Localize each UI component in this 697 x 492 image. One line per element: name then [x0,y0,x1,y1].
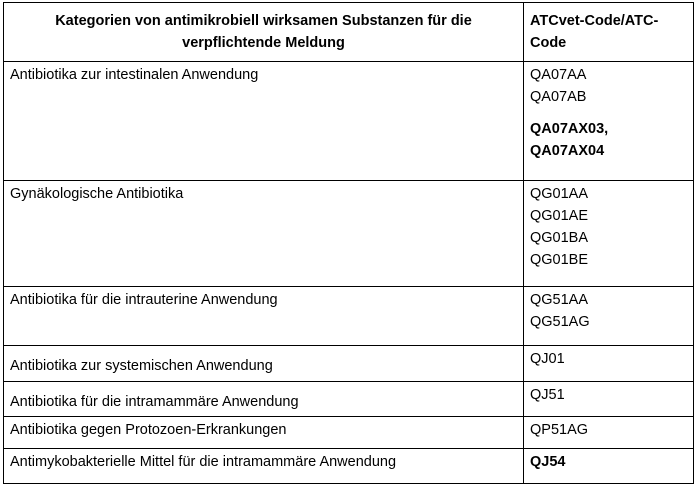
category-cell: Antibiotika zur systemischen Anwendung [4,346,524,382]
category-cell: Antibiotika zur intestinalen Anwendung [4,62,524,181]
table-row [4,287,694,346]
atc-code: QG01BA [530,230,589,246]
category-cell: Gynäkologische Antibiotika [4,181,524,287]
table-row [4,417,694,449]
code-cell [524,181,694,287]
atc-code: QG01AE [530,208,589,224]
atc-code: QJ54 [530,454,566,470]
category-cell: Antimykobakterielle Mittel für die intramammäre Anwendung [4,449,524,484]
table-row [4,62,694,181]
table-row [4,346,694,382]
atc-code: QJ01 [530,351,565,367]
atc-code: QA07AA [530,67,587,83]
atc-code: QG01BE [530,252,589,268]
atc-code-table-container [3,2,693,484]
category-cell: Antibiotika gegen Protozoen-Erkrankungen [4,417,524,449]
code-cell [524,417,694,449]
code-cell [524,346,694,382]
category-column-header: Kategorien von antimikrobiell wirksamen Substanzen für die verpflichtende Meldung [4,3,524,62]
atc-code: QA07AX03, [530,121,609,137]
atc-code: QJ51 [530,387,565,403]
code-cell [524,382,694,417]
atc-code-table [3,2,694,484]
table-header-row [4,3,694,62]
category-cell: Antibiotika für die intramammäre Anwendung [4,382,524,417]
code-cell [524,449,694,484]
table-row [4,181,694,287]
atc-code: QP51AG [530,422,589,438]
code-column-header: ATCvet-Code/ATC-Code [524,3,694,62]
atc-code: QG51AA [530,292,589,308]
atc-code: QA07AB [530,89,587,105]
code-cell [524,287,694,346]
spacer [530,108,687,118]
atc-code: QG01AA [530,186,589,202]
atc-code: QG51AG [530,314,590,330]
table-row [4,382,694,417]
code-cell [524,62,694,181]
category-cell: Antibiotika für die intrauterine Anwendung [4,287,524,346]
table-row [4,449,694,484]
atc-code: QA07AX04 [530,143,605,159]
